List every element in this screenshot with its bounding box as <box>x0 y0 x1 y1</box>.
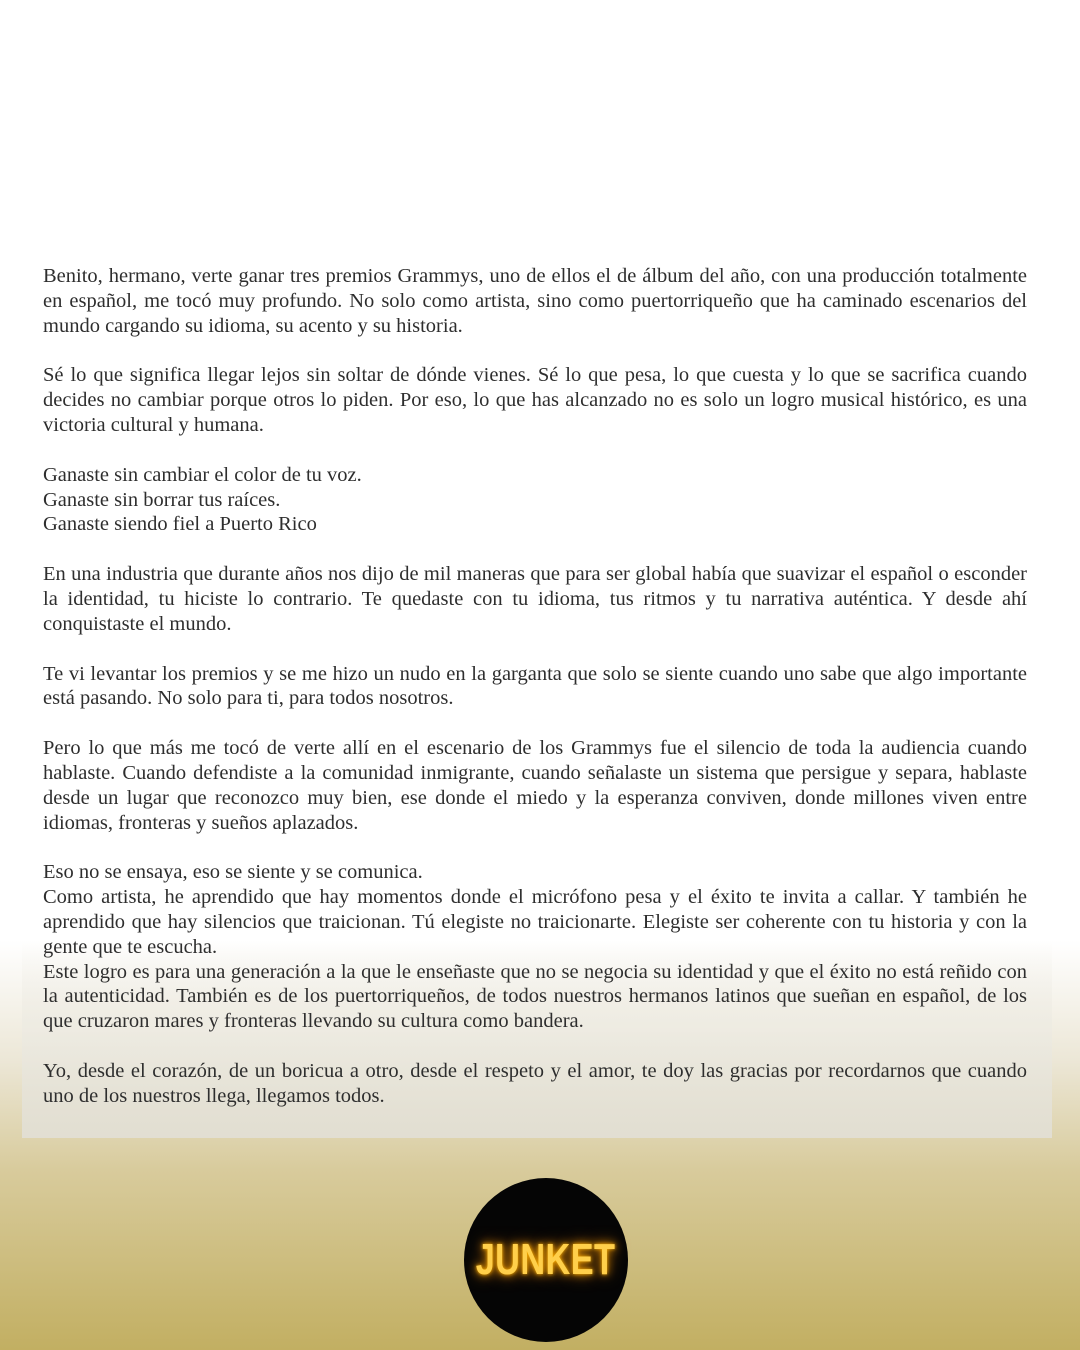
letter-line: Ganaste sin borrar tus raíces. <box>43 488 281 511</box>
letter-body <box>43 264 1027 1109</box>
junket-logo <box>464 1178 628 1342</box>
letter-line: Sé lo que significa llegar lejos sin soltar de dónde vienes. Sé lo que pesa, lo que cuesta y lo que se sacrifica cuando decides no cambiar porque otros lo piden. Por eso, lo que has alcanzado no es solo un logro musical histórico, es una victoria cultural y humana. <box>43 364 1027 436</box>
letter-line: Como artista, he aprendido que hay momentos donde el micrófono pesa y el éxito te invita a callar. Y también he aprendido que hay silencios que traicionan. Tú elegiste no traicionarte. Elegiste ser coherente con tu historia y con la gente que te escucha. <box>43 886 1027 958</box>
letter-paragraph-4 <box>43 562 1027 636</box>
letter-line: Yo, desde el corazón, de un boricua a otro, desde el respeto y el amor, te doy las gracias por recordarnos que cuando uno de los nuestros llega, llegamos todos. <box>43 1059 1027 1107</box>
letter-paragraph-8 <box>43 1059 1027 1109</box>
letter-paragraph-1 <box>43 264 1027 338</box>
letter-paragraph-7 <box>43 860 1027 1034</box>
letter-document <box>22 250 1052 1138</box>
junket-logo-text: JUNKET <box>476 1235 616 1284</box>
letter-line: Ganaste siendo fiel a Puerto Rico <box>43 513 317 536</box>
letter-line: Benito, hermano, verte ganar tres premios Grammys, uno de ellos el de álbum del año, con una producción totalmente en español, me tocó muy profundo. No solo como artista, sino como puertorriqueño que ha caminado escenarios del mundo cargando su idioma, su acento y su historia. <box>43 265 1027 337</box>
letter-line: En una industria que durante años nos dijo de mil maneras que para ser global había que suavizar el español o esconder la identidad, tu hiciste lo contrario. Te quedaste con tu idioma, tus ritmos y tu narrativa auténtica. Y desde ahí conquistaste el mundo. <box>43 563 1027 635</box>
letter-paragraph-2 <box>43 363 1027 437</box>
letter-paragraph-5 <box>43 662 1027 712</box>
letter-line: Te vi levantar los premios y se me hizo un nudo en la garganta que solo se siente cuando uno sabe que algo importante está pasando. No solo para ti, para todos nosotros. <box>43 662 1027 710</box>
letter-paragraph-3 <box>43 463 1027 537</box>
letter-line: Este logro es para una generación a la que le enseñaste que no se negocia su identidad y que el éxito no está reñido con la autenticidad. También es de los puertorriqueños, de todos nuestros hermanos latinos que sueñan en español, de los que cruzaron mares y fronteras llevando su cultura como bandera. <box>43 960 1027 1033</box>
letter-line: Eso no se ensaya, eso se siente y se comunica. <box>43 861 423 884</box>
letter-line: Ganaste sin cambiar el color de tu voz. <box>43 463 362 486</box>
letter-line: Pero lo que más me tocó de verte allí en el escenario de los Grammys fue el silencio de toda la audiencia cuando hablaste. Cuando defendiste a la comunidad inmigrante, cuando señalaste un sistema que persigue y separa, hablaste desde un lugar que reconozco muy bien, ese donde el miedo y la esperanza conviven, donde millones viven entre idiomas, fronteras y sueños aplazados. <box>43 737 1027 834</box>
letter-paragraph-6 <box>43 736 1027 835</box>
